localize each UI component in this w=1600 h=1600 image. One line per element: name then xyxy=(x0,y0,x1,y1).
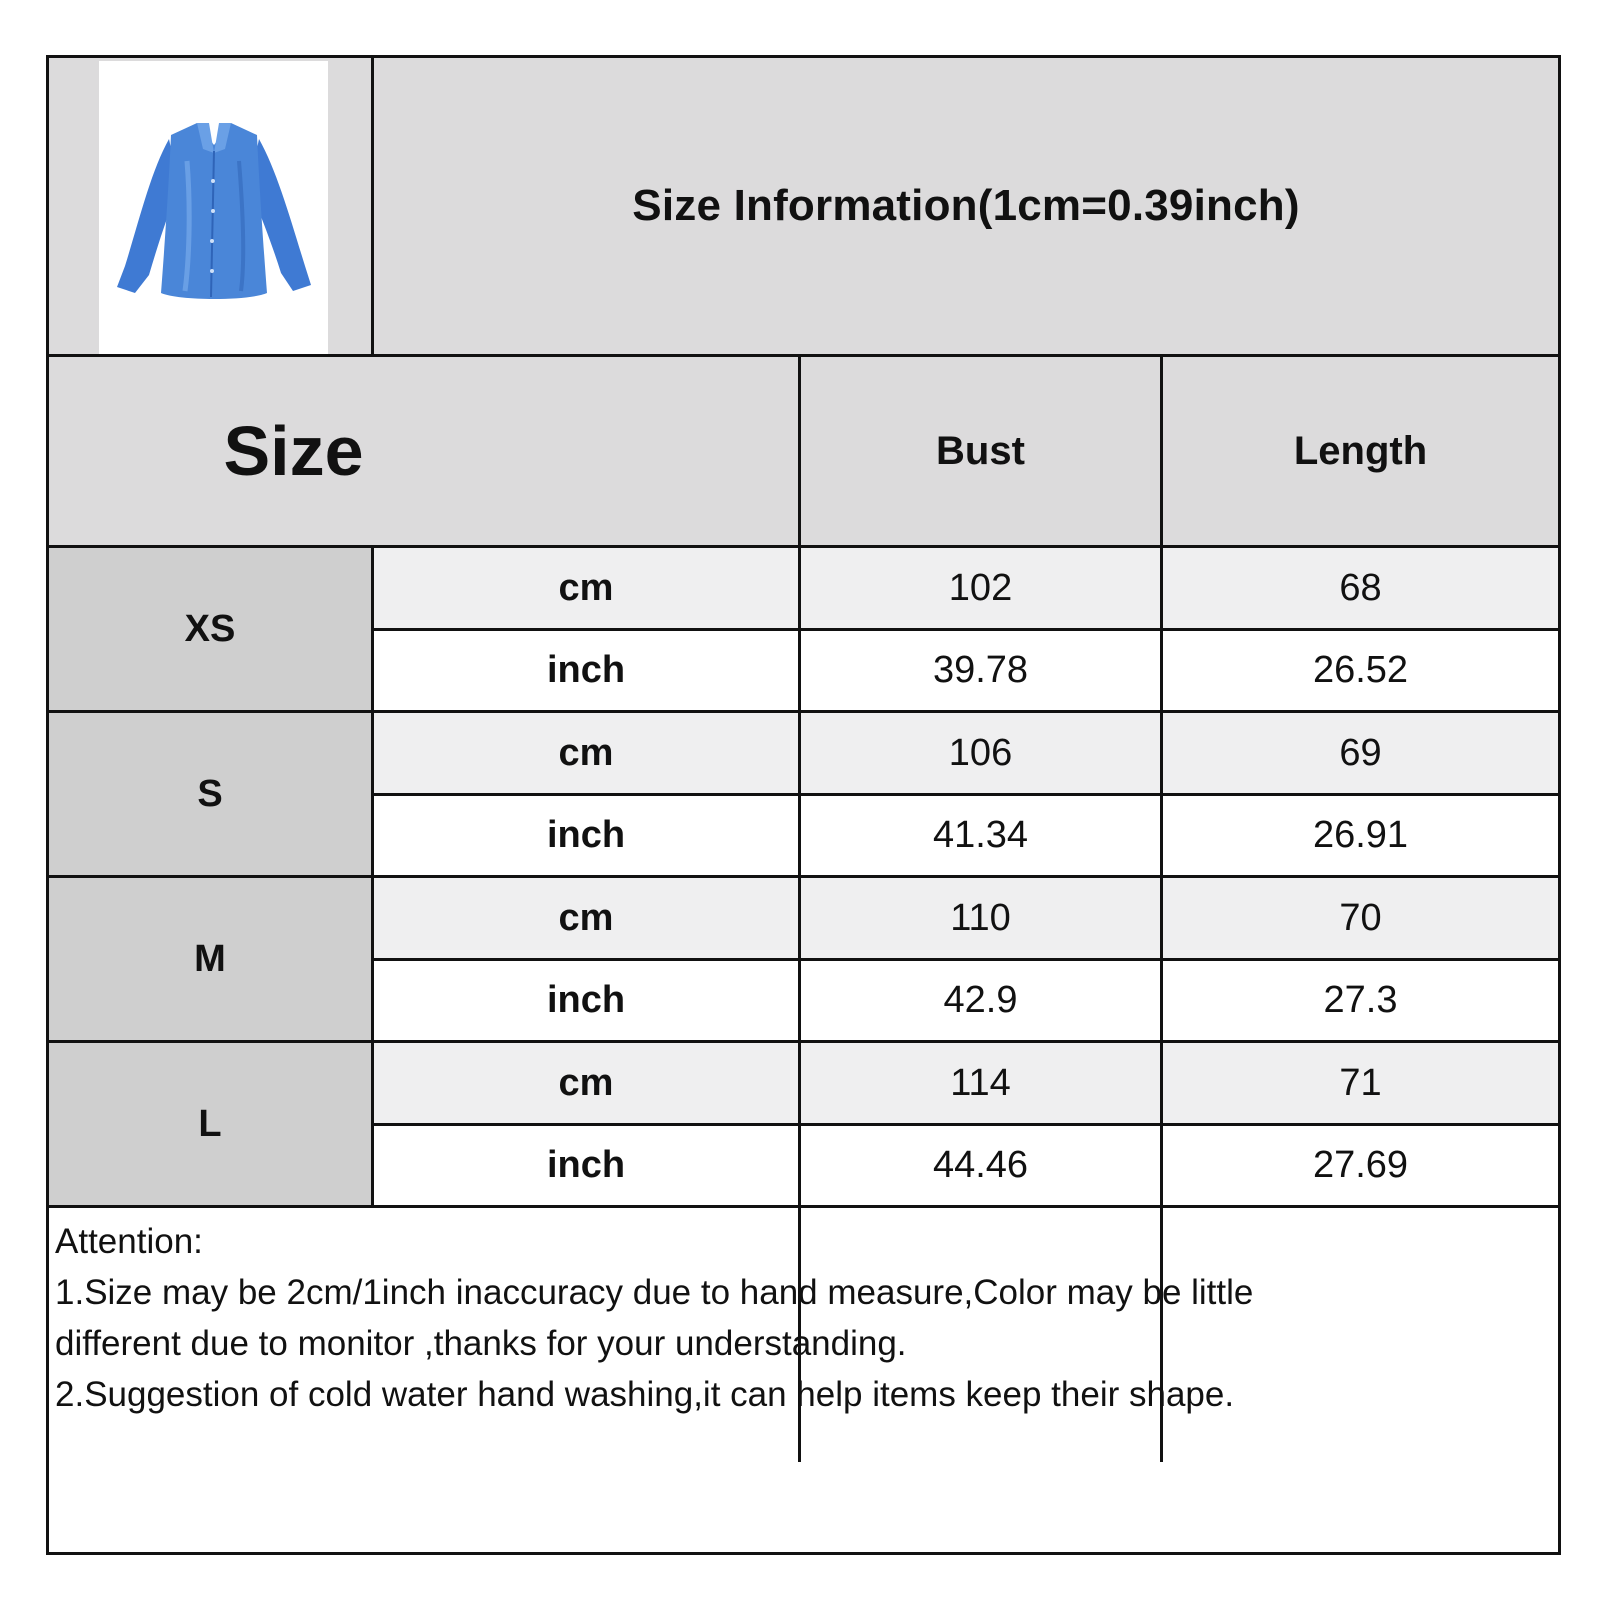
unit-label: inch xyxy=(546,649,626,691)
chart-title-cell xyxy=(374,58,1558,354)
length-value-cell xyxy=(1163,961,1558,1040)
unit-cell xyxy=(374,713,798,793)
size-header: Size xyxy=(223,412,364,490)
bust-value: 41.34 xyxy=(932,814,1029,856)
length-value-cell xyxy=(1163,713,1558,793)
length-value: 26.52 xyxy=(1312,649,1409,691)
attention-notes xyxy=(55,1216,1515,1420)
length-header-cell xyxy=(1163,357,1558,545)
size-cell-m xyxy=(49,878,371,1040)
unit-label: inch xyxy=(546,1144,626,1186)
bust-value-cell xyxy=(801,548,1160,628)
unit-label: inch xyxy=(546,814,626,856)
size-label: M xyxy=(194,937,226,980)
unit-label: cm xyxy=(558,1061,614,1104)
bust-value: 106 xyxy=(948,731,1013,774)
bust-value-cell xyxy=(801,961,1160,1040)
bust-value: 44.46 xyxy=(932,1144,1029,1186)
note-line-2: 2.Suggestion of cold water hand washing,it can help items keep their shape. xyxy=(55,1375,1235,1414)
note-line-1-continued: different due to monitor ,thanks for your understanding. xyxy=(55,1324,907,1363)
size-label: L xyxy=(198,1102,222,1145)
size-cell-xs xyxy=(49,548,371,710)
length-value-cell xyxy=(1163,796,1558,875)
size-label: XS xyxy=(184,607,236,650)
bust-value: 102 xyxy=(948,566,1013,609)
length-value: 68 xyxy=(1339,566,1382,609)
unit-cell xyxy=(374,631,798,710)
notes-heading: Attention: xyxy=(55,1222,203,1261)
product-photo-frame xyxy=(99,61,328,357)
length-value-cell xyxy=(1163,548,1558,628)
note-line-1: 1.Size may be 2cm/1inch inaccuracy due to hand measure,Color may be little xyxy=(55,1273,1254,1312)
bust-value-cell xyxy=(801,796,1160,875)
length-value-cell xyxy=(1163,878,1558,958)
unit-label: cm xyxy=(558,896,614,939)
size-header-cell xyxy=(49,357,798,545)
unit-cell xyxy=(374,548,798,628)
bust-value-cell xyxy=(801,878,1160,958)
bust-value-cell xyxy=(801,1043,1160,1123)
bust-value: 39.78 xyxy=(932,649,1029,691)
length-value: 27.69 xyxy=(1312,1144,1409,1186)
size-cell-s xyxy=(49,713,371,875)
bust-value-cell xyxy=(801,1126,1160,1205)
unit-label: inch xyxy=(546,979,626,1021)
unit-cell xyxy=(374,1126,798,1205)
length-value: 26.91 xyxy=(1312,814,1409,856)
shirt-icon xyxy=(99,61,328,357)
length-value: 69 xyxy=(1339,731,1382,774)
image-cell xyxy=(49,58,371,354)
bust-header-cell xyxy=(801,357,1160,545)
unit-cell xyxy=(374,796,798,875)
bust-value-cell xyxy=(801,631,1160,710)
size-label: S xyxy=(197,772,223,815)
bust-value: 42.9 xyxy=(943,979,1018,1021)
length-value-cell xyxy=(1163,1126,1558,1205)
bust-header: Bust xyxy=(936,428,1025,473)
length-value: 71 xyxy=(1339,1061,1382,1104)
size-chart xyxy=(46,55,1561,1555)
length-value-cell xyxy=(1163,631,1558,710)
size-cell-l xyxy=(49,1043,371,1205)
length-value-cell xyxy=(1163,1043,1558,1123)
bust-value: 110 xyxy=(950,896,1011,939)
chart-title: Size Information(1cm=0.39inch) xyxy=(632,181,1300,230)
bust-value: 114 xyxy=(950,1061,1011,1104)
unit-label: cm xyxy=(558,731,614,774)
length-header: Length xyxy=(1293,428,1428,473)
unit-cell xyxy=(374,878,798,958)
length-value: 70 xyxy=(1339,896,1382,939)
unit-cell xyxy=(374,961,798,1040)
unit-cell xyxy=(374,1043,798,1123)
unit-label: cm xyxy=(558,566,614,609)
bust-value-cell xyxy=(801,713,1160,793)
length-value: 27.3 xyxy=(1323,979,1398,1021)
